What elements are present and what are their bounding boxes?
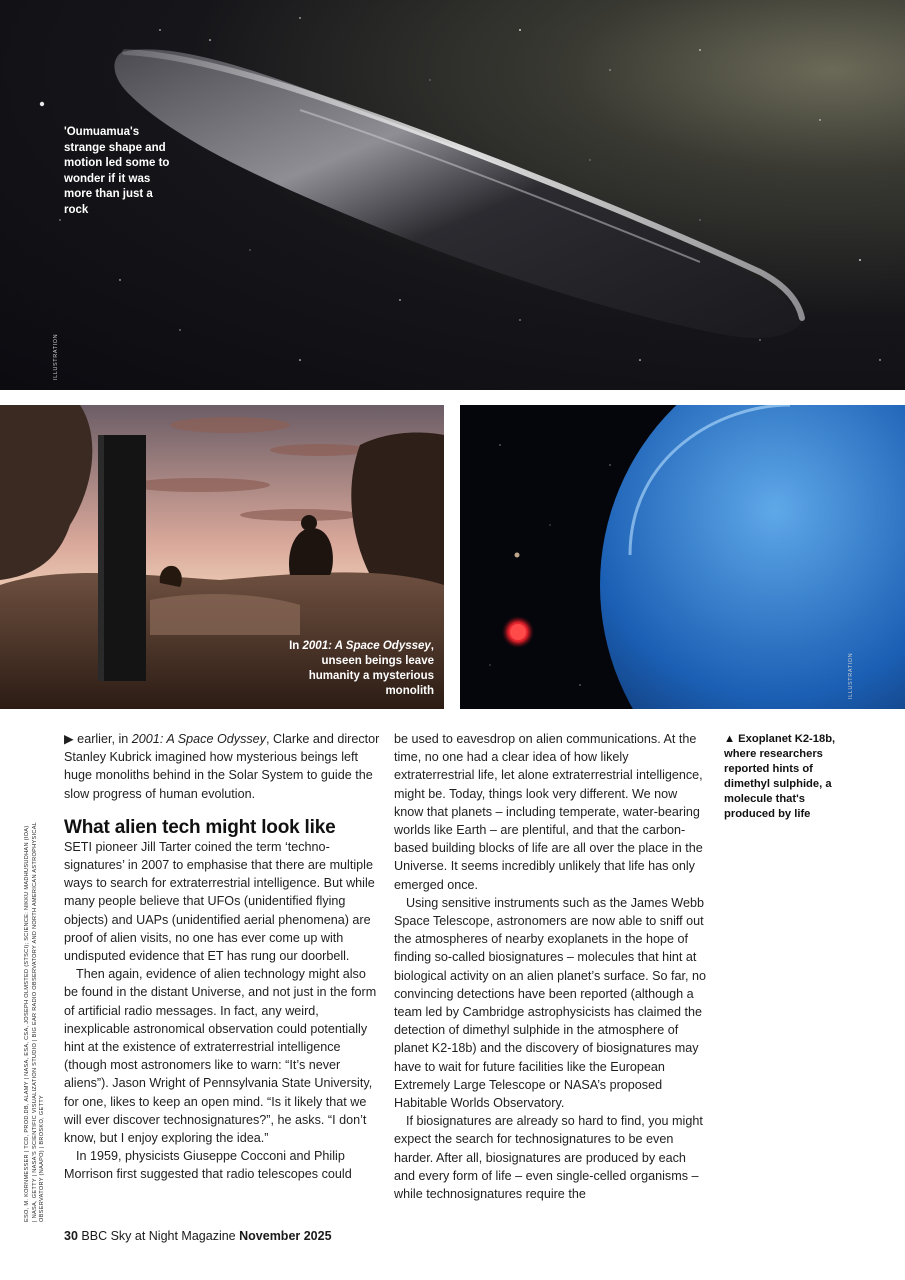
article-column-1 — [64, 730, 380, 1184]
hero-caption: 'Oumuamua's strange shape and motion led some to wonder if it was more than just a rock — [64, 126, 170, 216]
continue-arrow-icon: ▶ — [64, 732, 74, 746]
paragraph-6: If biosignatures are already so hard to find, you might expect the search for technosignatures to be even harder. After all, biosignatures are produced by each and every form of life – even single-celled organisms – while technosignatures require the — [394, 1114, 703, 1202]
paragraph-2: Then again, evidence of alien technology might also be found in the distant Universe, and not just in the form of artificial radio messages. In fact, any weird, inexplicable astronomical observation could potentially hint at the existence of extraterrestrial intelligence (though most astronomers like to warn: “It’s never aliens”). Jason Wright of Pennsylvania State University, for one, likes to keep an open mind. “Is it likely that we will ever discover technosignatures?”, he asks. “I don’t know, but I enjoy exploring the idea.” — [64, 967, 377, 1146]
exoplanet-illustration-label: ILLUSTRATION — [848, 652, 854, 699]
hero-image-oumuamua — [0, 0, 905, 390]
illustration-label: ILLUSTRATION — [53, 333, 59, 380]
paragraph-5: Using sensitive instruments such as the James Webb Space Telescope, astronomers are now able to sniff out the atmospheres of nearby exoplanets in the hope of finding so-called biosignatures – molecules that hint at biological activity on an alien planet’s surface. So far, no convincing detections have been reported (although a team led by Cambridge astrophysicists has claimed the detection of dimethyl sulphide in the atmosphere of planet K2-18b) and the discovery of biosignatures may have to wait for future facilities like the European Extremely Large Telescope or NASA’s proposed Habitable Worlds Observatory. — [394, 895, 707, 1111]
paragraph-4: be used to eavesdrop on alien communications. At the time, no one had a clear idea of how likely extraterrestrial life, let alone extraterrestrial intelligence, might be. Today, things look very different. We now know that planets – including temperate, water-bearing worlds like Earth – are plentiful, and that the carbon-based building blocks of life are all over the place in the Universe. It seems incredibly unlikely that life has only emerged once. — [394, 732, 703, 892]
magazine-name: BBC Sky at Night Magazine — [81, 1229, 236, 1243]
page-footer — [64, 1229, 332, 1243]
odyssey-caption-title: 2001: A Space Odyssey — [302, 640, 431, 652]
odyssey-caption: In 2001: A Space Odyssey, unseen beings leave humanity a mysterious monolith — [289, 640, 434, 697]
exoplanet-image — [460, 405, 905, 709]
paragraph-3: In 1959, physicists Giuseppe Cocconi and Philip Morrison first suggested that radio telescopes could — [64, 1149, 352, 1182]
lead-paragraph: ▶ earlier, in 2001: A Space Odyssey, Clarke and director Stanley Kubrick imagined how mysterious beings left huge monoliths behind in the Solar System to guide the slow progress of human evolution. — [64, 732, 380, 801]
exoplanet-caption: ▲ Exoplanet K2-18b, where researchers reported hints of dimethyl sulphide, a molecule that's produced by life — [724, 733, 836, 820]
paragraph-1: SETI pioneer Jill Tarter coined the term ‘techno-signatures’ in 2007 to emphasise that there are multiple ways to search for extraterrestrial intelligence. But while many people believe that UFOs (unidentified flying objects) and UAPs (unidentified aerial phenomena) are proof of alien visits, no one has ever come up with undisputed evidence that ET has rung our doorbell. — [64, 839, 375, 964]
odyssey-image — [0, 405, 444, 709]
issue-date: November 2025 — [239, 1229, 332, 1243]
article-column-2 — [394, 730, 710, 1203]
exoplanet-illustration — [460, 405, 905, 709]
photo-credits: ESO, M. KORNMESSER | TCD, PROD.DB, ALAMY | NASA, ESA, CSA, JOSEPH OLMSTED (STSCI); SCIENCE: NIKKU MADHUSUDHAN (IOA) | NASA, GETTY | NASA'S SCIENTIFIC VISUALIZATION STUDIO | BIG EAR RADIO OBSERVATORY AND NORTH AMERICAN ASTROPHYSICAL OBSERVATORY (NAAPO) | BROSKO, GETTY — [24, 822, 45, 1222]
section-heading: What alien tech might look like — [64, 816, 336, 838]
page-number: 30 — [64, 1229, 78, 1243]
